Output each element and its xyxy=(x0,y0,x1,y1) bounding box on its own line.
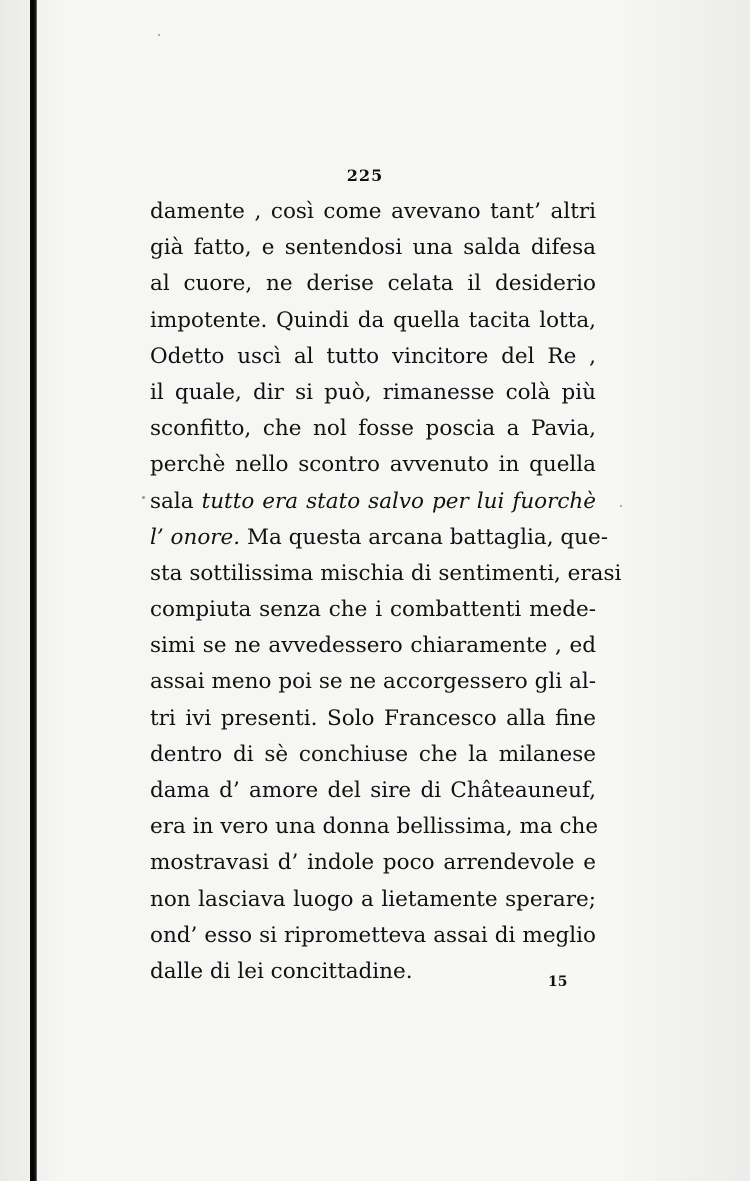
text-line-6: il quale, dir si può, rimanesse colà più xyxy=(150,379,596,405)
text-line-15: tri ivi presenti. Solo Francesco alla fine xyxy=(150,705,596,731)
text-line-13: simi se ne avvedessero chiaramente , ed xyxy=(150,633,596,659)
text-line-4: impotente. Quindi da quella tacita lotta, xyxy=(150,307,596,333)
signature-mark: 15 xyxy=(548,974,568,990)
text-line-21: ond’ esso si riprometteva assai di meglio xyxy=(150,922,596,948)
text-line-1: damente , così come avevano tant’ altri xyxy=(150,199,596,224)
text-line-12: compiuta senza che i combattenti mede- xyxy=(150,597,596,623)
body-text xyxy=(150,194,622,990)
text-line-9 xyxy=(150,484,596,520)
paper-speck xyxy=(620,505,622,507)
text-line-17: dama d’ amore del sire di Châteauneuf, xyxy=(150,778,596,803)
text-line-2: già fatto, e sentendosi una salda difesa xyxy=(150,235,596,261)
text-line-9-italic: tutto era stato salvo per lui fuorchè xyxy=(201,488,596,514)
text-line-22: dalle di lei concittadine. xyxy=(150,958,413,984)
text-line-10-italic: l’ onore. xyxy=(150,524,241,550)
text-line-19: mostravasi d’ indole poco arrendevole e xyxy=(150,850,596,876)
text-line-11: sta sottilissima mischia di sentimenti, erasi xyxy=(150,560,622,586)
text-line-9-roman: sala xyxy=(150,488,202,514)
text-line-16: dentro di sè conchiuse che la milanese xyxy=(150,741,596,767)
paper-speck xyxy=(142,496,145,499)
text-line-18: era in vero una donna bellissima, ma che xyxy=(150,814,599,840)
text-line-10 xyxy=(150,520,609,556)
text-line-20: non lasciava luogo a lietamente sperare; xyxy=(150,886,596,912)
text-line-7: sconfitto, che nol fosse poscia a Pavia, xyxy=(150,416,596,442)
text-line-14: assai meno poi se ne accorgessero gli al- xyxy=(150,669,596,695)
text-line-3: al cuore, ne derise celata il desiderio xyxy=(150,271,596,297)
page-number: 225 xyxy=(346,166,384,185)
text-line-5: Odetto uscì al tutto vincitore del Re , xyxy=(150,343,596,369)
text-line-10-roman: Ma questa arcana battaglia, que- xyxy=(240,524,609,550)
text-line-8: perchè nello scontro avvenuto in quella xyxy=(150,452,596,478)
binding-edge xyxy=(30,0,37,1181)
paper-speck xyxy=(158,34,160,36)
